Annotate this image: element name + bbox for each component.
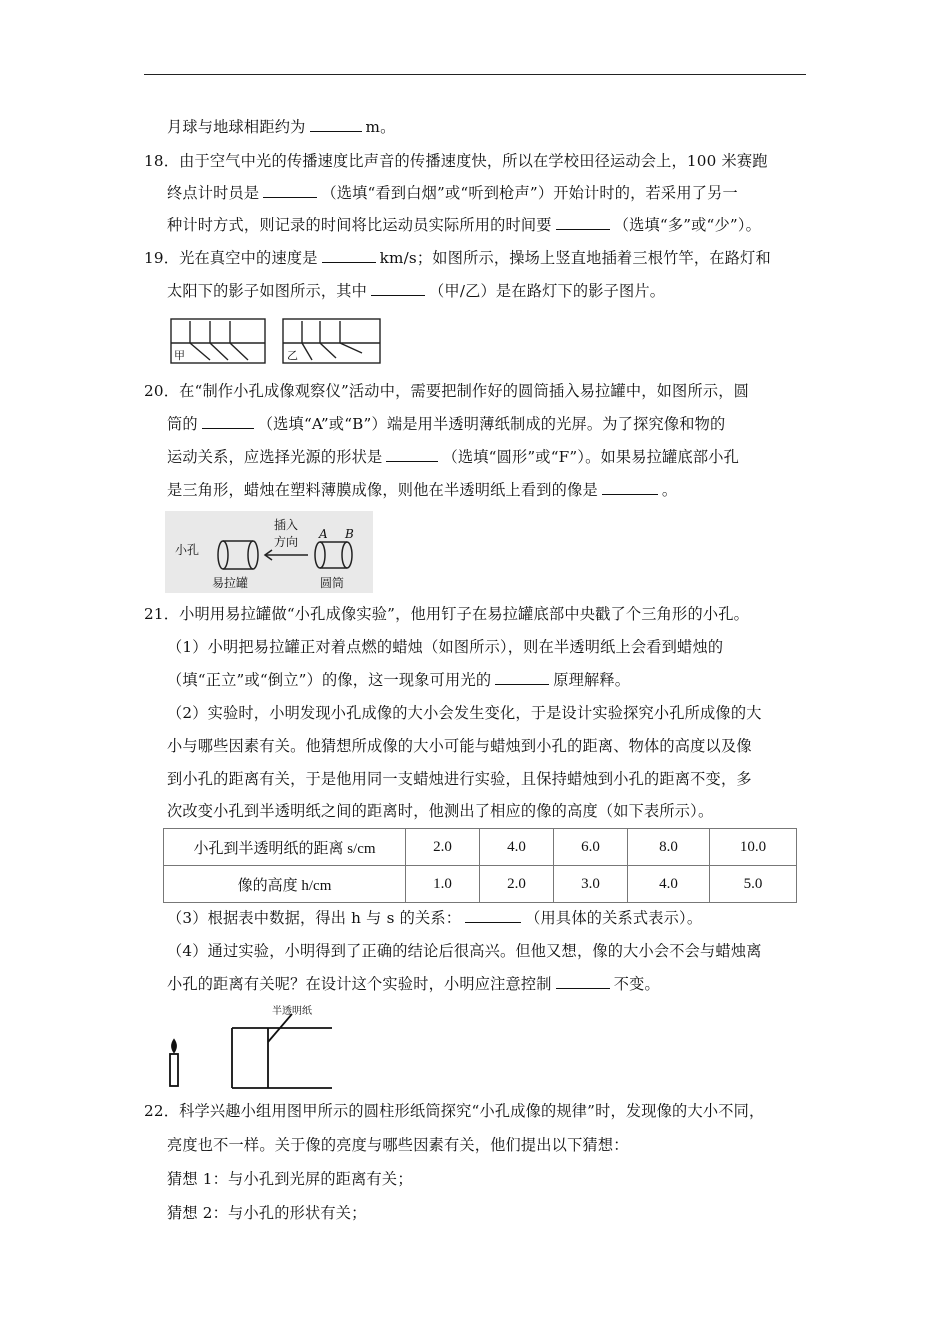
label-jia: 甲: [174, 349, 185, 362]
table-cell: 2.0: [480, 866, 554, 903]
answer-blank[interactable]: [556, 215, 610, 230]
text-line: （4）通过实验，小明得到了正确的结论后很高兴。但他又想，像的大小会不会与蜡烛离: [167, 942, 762, 960]
label-hole: 小孔: [175, 543, 200, 557]
text-line: 小孔的距离有关呢？在设计这个实验时，小明应注意控制 不变。: [167, 975, 660, 993]
answer-blank[interactable]: [371, 281, 425, 296]
text-line: 种计时方式，则记录的时间将比运动员实际所用的时间要 （选填“多”或“少”）。: [167, 216, 762, 234]
table-cell: 6.0: [554, 829, 628, 866]
table-cell: 10.0: [710, 829, 797, 866]
question-18-line: 18．由于空气中光的传播速度比声音的传播速度快，所以在学校田径运动会上，100 米赛跑: [144, 152, 768, 170]
text-line: 猜想 2：与小孔的形状有关；: [167, 1204, 367, 1222]
table-cell: 8.0: [628, 829, 710, 866]
shadow-figure: [170, 318, 382, 366]
table-row: [164, 829, 797, 866]
table-cell: 5.0: [710, 866, 797, 903]
text-line: （2）实验时，小明发现小孔成像的大小会发生变化，于是设计实验探究小孔所成像的大: [167, 704, 762, 722]
label-tube: 圆筒: [320, 576, 345, 590]
answer-blank[interactable]: [202, 414, 254, 429]
header-rule: [144, 74, 806, 75]
text-line: （3）根据表中数据，得出 h 与 s 的关系： （用具体的关系式表示）。: [167, 909, 703, 927]
text-line: （1）小明把易拉罐正对着点燃的蜡烛（如图所示），则在半透明纸上会看到蜡烛的: [167, 638, 724, 656]
label-can: 易拉罐: [212, 576, 249, 590]
data-table: [163, 828, 797, 903]
label-b: B: [345, 527, 354, 541]
label-direction: 插入: [274, 518, 299, 532]
text-line: 小与哪些因素有关。他猜想所成像的大小可能与蜡烛到小孔的距离、物体的高度以及像: [167, 737, 752, 755]
label-a: A: [319, 527, 328, 541]
question-19-line: 19．光在真空中的速度是 km/s；如图所示，操场上竖直地插着三根竹竿，在路灯和: [144, 249, 771, 267]
row-header: 小孔到半透明纸的距离 s/cm: [164, 829, 406, 866]
table-cell: 2.0: [406, 829, 480, 866]
answer-blank[interactable]: [310, 117, 362, 132]
question-21-line: 21．小明用易拉罐做“小孔成像实验”，他用钉子在易拉罐底部中央戳了个三角形的小孔。: [144, 605, 749, 623]
question-20-line: 20．在“制作小孔成像观察仪”活动中，需要把制作好的圆筒插入易拉罐中，如图所示，圆: [144, 382, 749, 400]
pinhole-viewer-figure: [165, 511, 373, 593]
text-line: （填“正立”或“倒立”）的像，这一现象可用光的 原理解释。: [167, 671, 631, 689]
text-line: 是三角形，蜡烛在塑料薄膜成像，则他在半透明纸上看到的像是 。: [167, 481, 678, 499]
text-line: 筒的 （选填“A”或“B”）端是用半透明薄纸制成的光屏。为了探究像和物的: [167, 415, 726, 433]
text-line: 次改变小孔到半透明纸之间的距离时，他测出了相应的像的高度（如下表所示）。: [167, 802, 714, 820]
table-cell: 4.0: [480, 829, 554, 866]
table-cell: 3.0: [554, 866, 628, 903]
row-header: 像的高度 h/cm: [164, 866, 406, 903]
question-22-line: 22．科学兴趣小组用图甲所示的圆柱形纸筒探究“小孔成像的规律”时，发现像的大小不同，: [144, 1102, 765, 1120]
text-line: 猜想 1：与小孔到光屏的距离有关；: [167, 1170, 413, 1188]
answer-blank[interactable]: [386, 447, 438, 462]
answer-blank[interactable]: [263, 183, 317, 198]
answer-blank[interactable]: [602, 480, 658, 495]
label-translucent-paper: 半透明纸: [272, 1006, 312, 1017]
text-line: 月球与地球相距约为 m。: [167, 118, 396, 136]
text-line: 终点计时员是 （选填“看到白烟”或“听到枪声”）开始计时的，若采用了另一: [167, 184, 738, 202]
answer-blank[interactable]: [465, 908, 521, 923]
table-cell: 4.0: [628, 866, 710, 903]
candle-can-figure: [160, 1002, 340, 1092]
text-line: 到小孔的距离有关，于是他用同一支蜡烛进行实验，且保持蜡烛到小孔的距离不变，多: [167, 770, 752, 788]
label-direction: 方向: [274, 535, 299, 549]
answer-blank[interactable]: [322, 248, 376, 263]
text-line: 运动关系，应选择光源的形状是 （选填“圆形”或“F”）。如果易拉罐底部小孔: [167, 448, 740, 466]
label-yi: 乙: [287, 349, 298, 362]
table-cell: 1.0: [406, 866, 480, 903]
text-line: 亮度也不一样。关于像的亮度与哪些因素有关，他们提出以下猜想：: [167, 1136, 629, 1154]
answer-blank[interactable]: [556, 974, 610, 989]
table-row: [164, 866, 797, 903]
answer-blank[interactable]: [495, 670, 549, 685]
text-line: 太阳下的影子如图所示，其中 （甲/乙）是在路灯下的影子图片。: [167, 282, 666, 300]
